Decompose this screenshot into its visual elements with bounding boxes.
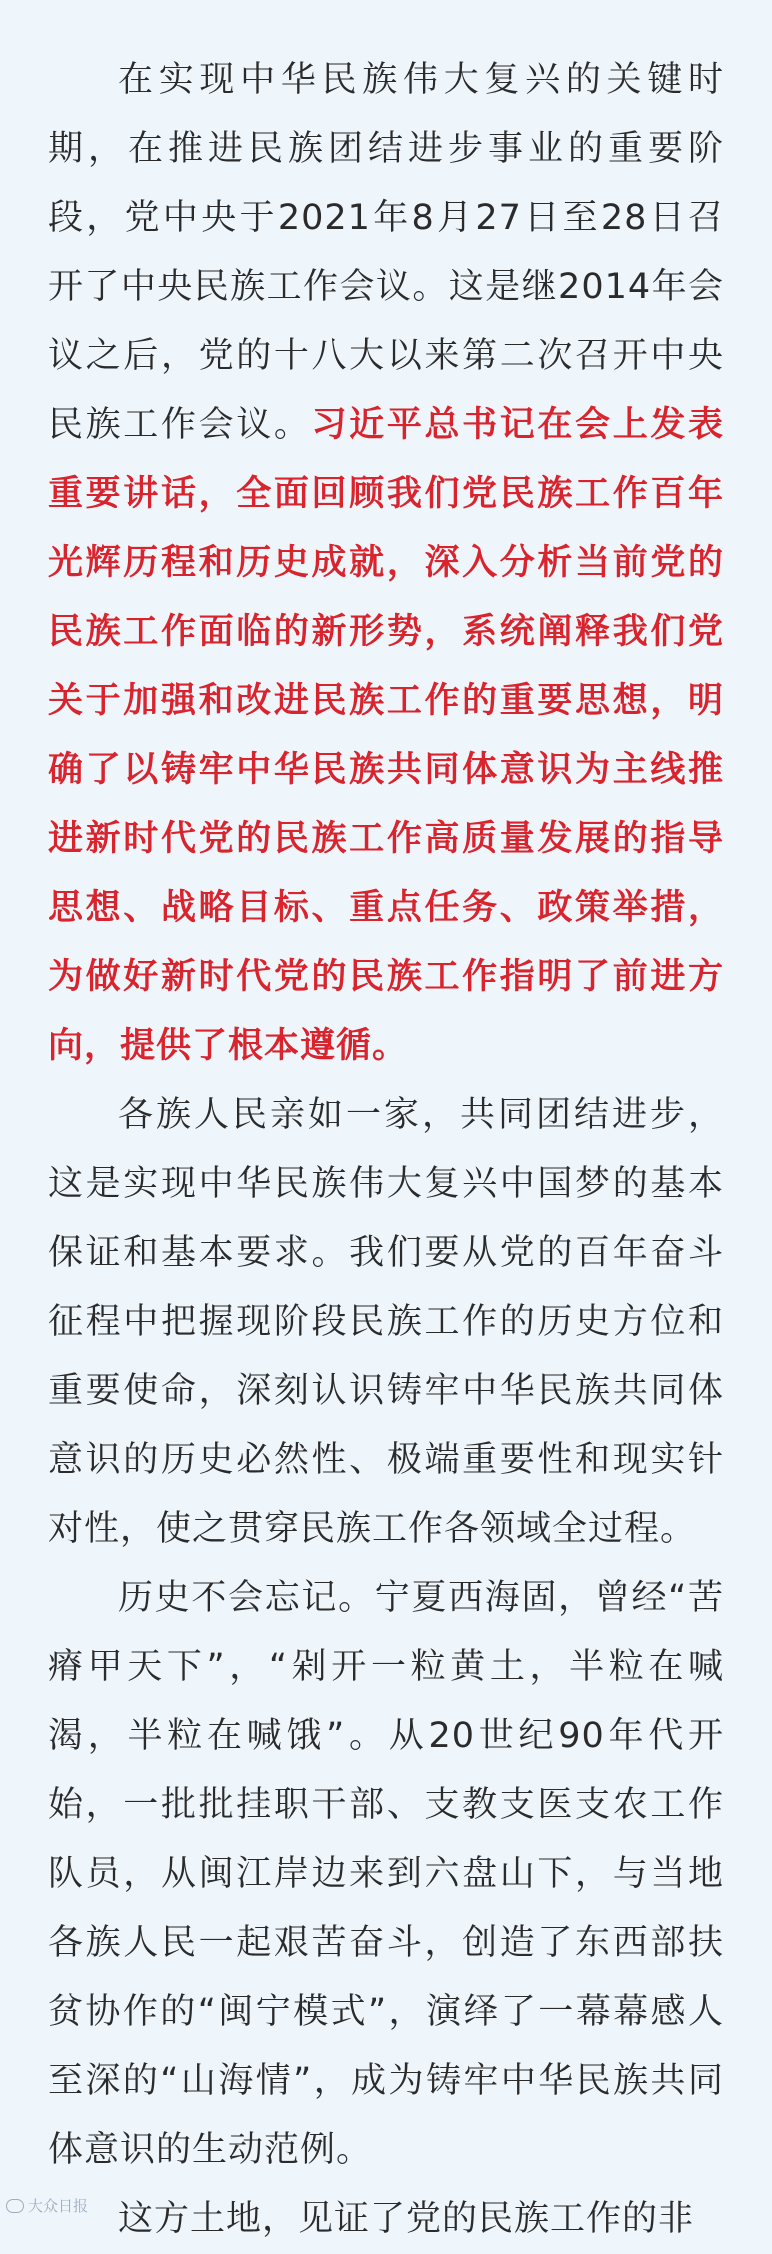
paragraph-2: 各族人民亲如一家，共同团结进步，这是实现中华民族伟大复兴中国梦的基本保证和基本要求。我们要从党的百年奋斗征程中把握现阶段民族工作的历史方位和重要使命，深刻认识铸牢中华民族共同体意识的历史必然性、极端重要性和现实针对性，使之贯穿民族工作各领域全过程。 bbox=[48, 1095, 724, 1549]
paragraph-1-text: 在实现中华民族伟大复兴的关键时期，在推进民族团结进步事业的重要阶段，党中央于2021年8月27日至28日召开了中央民族工作会议。这是继2014年会议之后，党的十八大以来第二次召开中央民族工作会议。 bbox=[48, 60, 724, 445]
paragraph-3: 历史不会忘记。宁夏西海固，曾经“苦瘠甲天下”，“剁开一粒黄土，半粒在喊渴，半粒在喊饿”。从20世纪90年代开始，一批批挂职干部、支教支医支农工作队员，从闽江岸边来到六盘山下，与当地各族人民一起艰苦奋斗，创造了东西部扶贫协作的“闽宁模式”，演绎了一幕幕感人至深的“山海情”，成为铸牢中华民族共同体意识的生动范例。 bbox=[48, 1578, 724, 2170]
watermark-text: 大众日报 bbox=[28, 2197, 89, 2215]
watermark-logo-icon bbox=[6, 2199, 24, 2213]
paragraph-4: 这方土地，见证了党的民族工作的非 bbox=[118, 2199, 695, 2239]
paragraph-1-emphasis: 习近平总书记在会上发表重要讲话，全面回顾我们党民族工作百年光辉历程和历史成就，深入分析当前党的民族工作面临的新形势，系统阐释我们党关于加强和改进民族工作的重要思想，明确了以铸牢中华民族共同体意识为主线推进新时代党的民族工作高质量发展的指导思想、战略目标、重点任务、政策举措，为做好新时代党的民族工作指明了前进方向，提供了根本遵循。 bbox=[48, 405, 724, 1066]
paragraph-1 bbox=[48, 46, 724, 1081]
article-body bbox=[48, 46, 724, 2254]
watermark bbox=[6, 2195, 88, 2216]
